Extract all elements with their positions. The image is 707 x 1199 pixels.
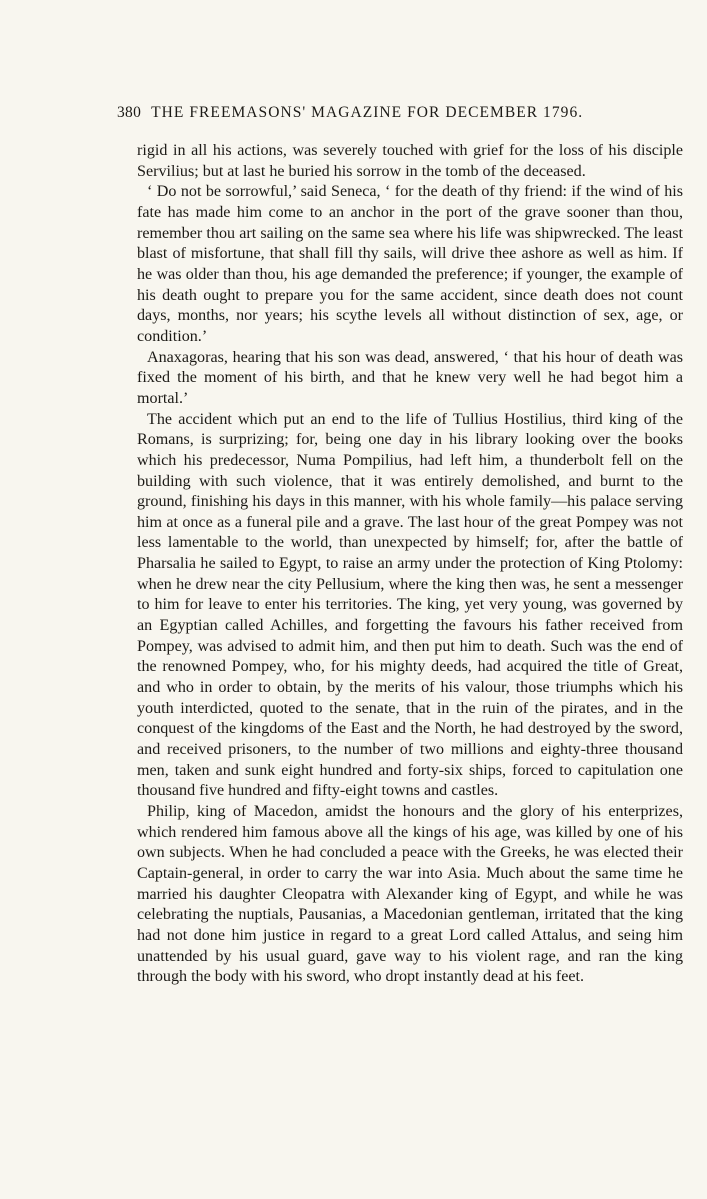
paragraph-servilius: rigid in all his actions, was severely touched with grief for the loss of his disciple Servilius; but at last he buried his sorrow in the tomb of the deceased. <box>137 142 683 180</box>
running-head <box>117 104 657 122</box>
article-body <box>137 141 683 988</box>
page-title: THE FREEMASONS' MAGAZINE FOR DECEMBER 1796. <box>151 104 584 121</box>
page-number: 380 <box>117 104 142 121</box>
paragraph-hostilius-pompey: The accident which put an end to the life of Tullius Hostilius, third king of the Romans, is surprizing; for, being one day in his library looking over the books which his predecessor, Numa Pompilius, had left him, a thunderbolt fell on the building with such violence, that it was entirely demolished, and burnt to the ground, finishing his days in this manner, with his whole family—his palace serving him at once as a funeral pile and a grave. The last hour of the great Pompey was not less lamentable to the world, than unexpected by himself; for, after the battle of Pharsalia he sailed to Egypt, to raise an army under the protection of King Ptolomy: when he drew near the city Pellusium, where the king then was, he sent a messenger to him for leave to enter his territories. The king, yet very young, was governed by an Egyptian called Achilles, and forgetting the favours his father received from Pompey, was advised to admit him, and then put him to death. Such was the end of the renowned Pompey, who, for his mighty deeds, had acquired the title of Great, and who in order to obtain, by the merits of his valour, those triumphs which his youth interdicted, quoted to the senate, that in the ruin of the pirates, and in the conquest of the kingdoms of the East and the North, he had destroyed by the sword, and received prisoners, to the number of two millions and eighty-three thousand men, taken and sunk eight hundred and forty-six ships, forced to capitulation one thousand five hundred and fifty-eight towns and castles. <box>137 410 683 800</box>
paragraph-anaxagoras: Anaxagoras, hearing that his son was dead, answered, ‘ that his hour of death was fixed the moment of his birth, and that he knew very well he had begot him a mortal.’ <box>137 348 683 407</box>
paragraph-seneca: ‘ Do not be sorrowful,’ said Seneca, ‘ for the death of thy friend: if the wind of his fate has made him come to an anchor in the port of the grave sooner than thou, remember thou art sailing on the same sea where his life was shipwrecked. The least blast of misfortune, that shall fill thy sails, will drive thee ashore as well as him. If he was older than thou, his age demanded the preference; if younger, the example of his death ought to prepare you for the same accident, since death does not count days, months, nor years; his scythe levels all without distinction of sex, age, or condition.’ <box>137 183 683 345</box>
paragraph-philip: Philip, king of Macedon, amidst the honours and the glory of his enterprizes, which rendered him famous above all the kings of his age, was killed by one of his own subjects. When he had concluded a peace with the Greeks, he was elected their Captain-general, in order to carry the war into Asia. Much about the same time he married his daughter Cleopatra with Alexander king of Egypt, and while he was celebrating the nuptials, Pausanias, a Macedonian gentleman, irritated that the king had not done him justice in regard to a great Lord called Attalus, and seing him unattended by his usual guard, gave way to his violent rage, and ran the king through the body with his sword, who dropt instantly dead at his feet. <box>137 803 683 986</box>
